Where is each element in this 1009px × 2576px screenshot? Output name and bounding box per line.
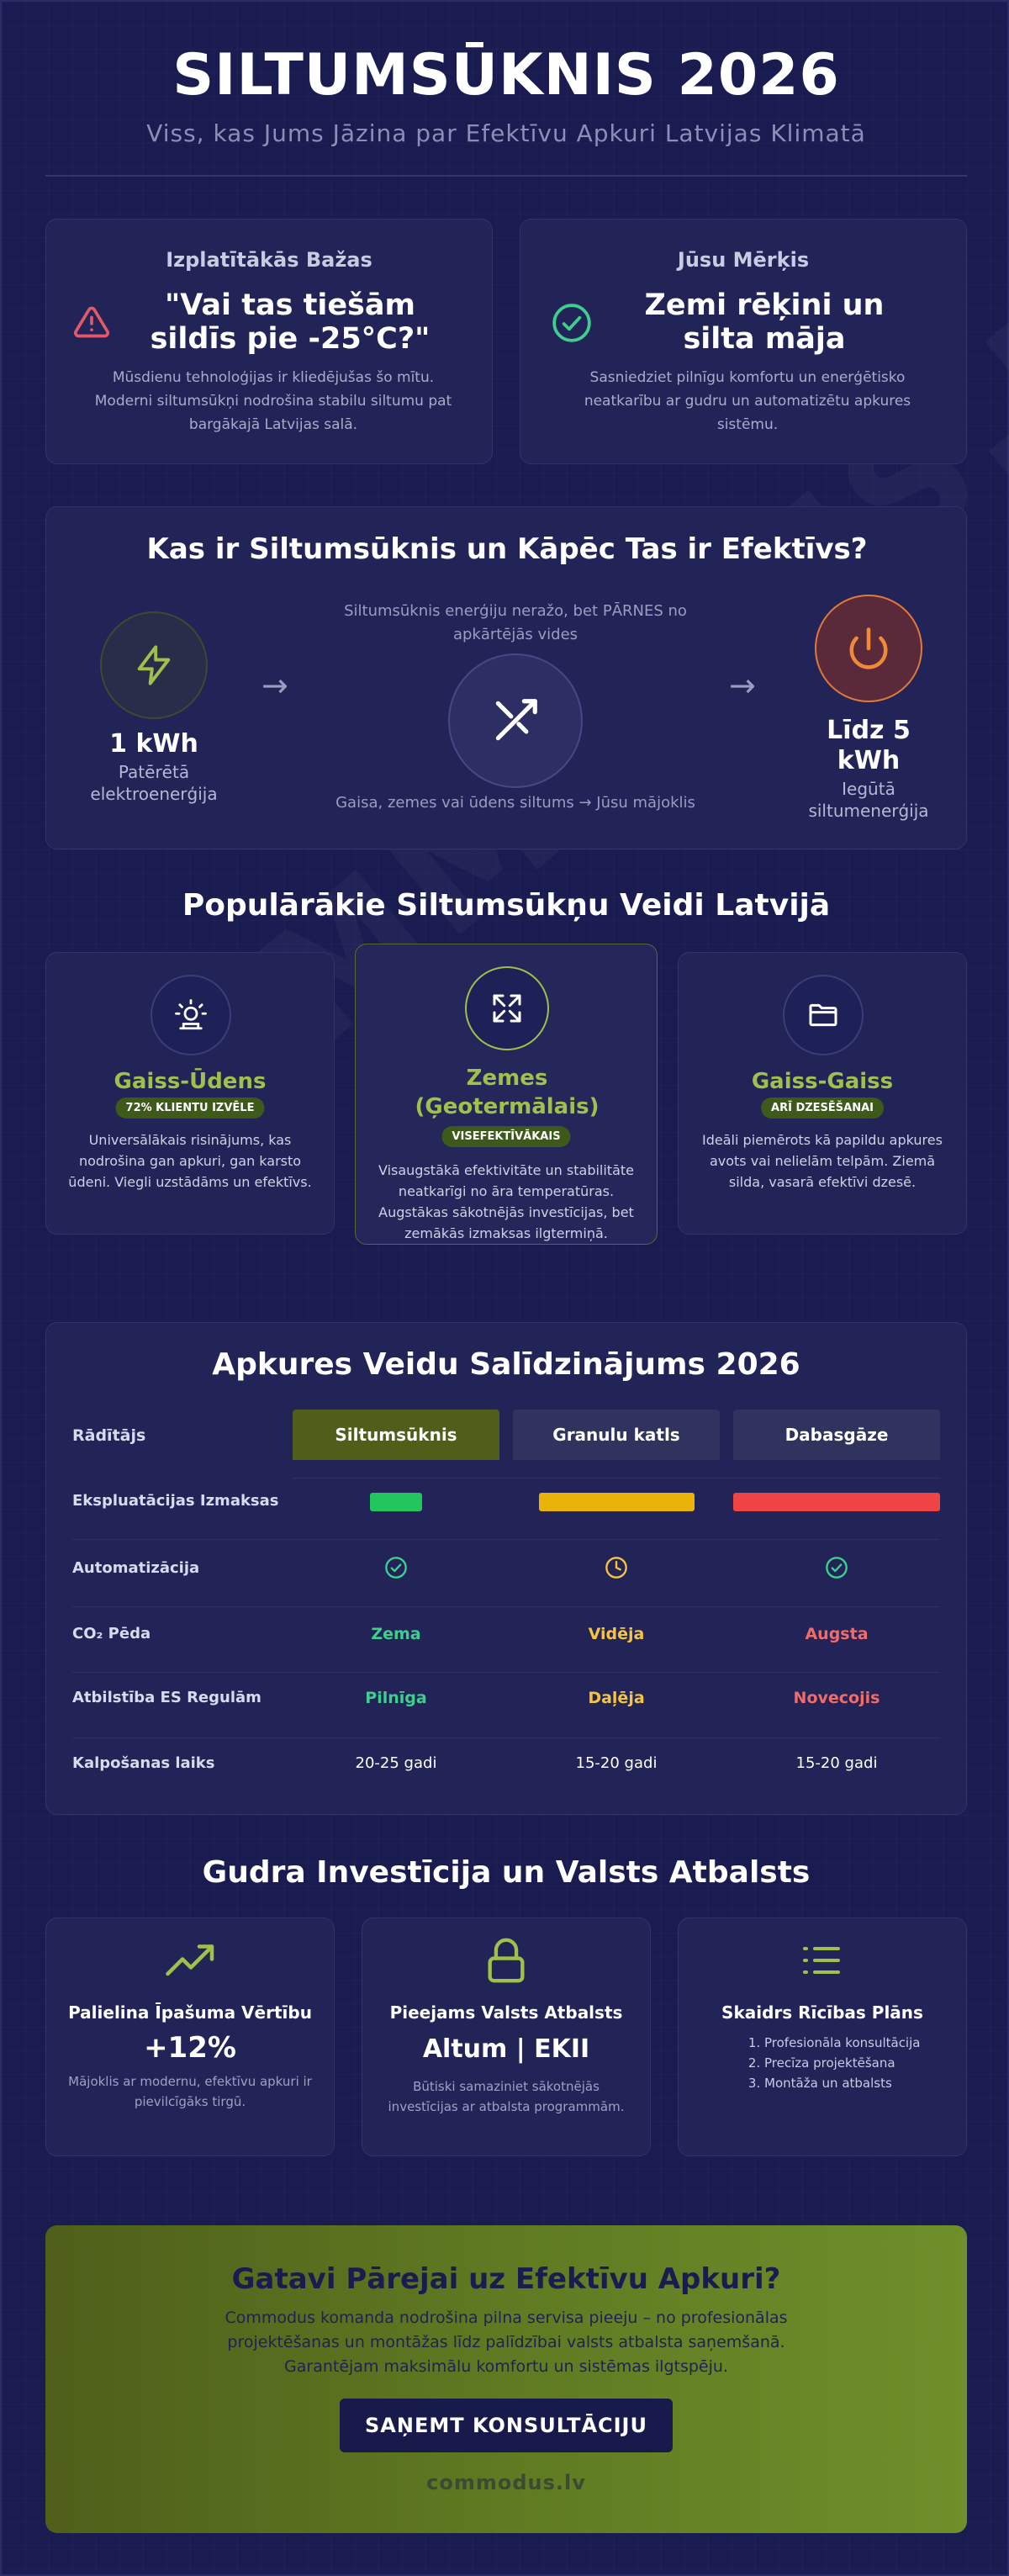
investment-card-support (362, 1917, 651, 2156)
eu-compliance-value: Novecojis (793, 1689, 880, 1707)
arrow-right-icon: → (729, 667, 756, 704)
lock-icon (482, 1935, 531, 1989)
type-badge: 72% KLIENTU IZVĒLE (116, 1098, 265, 1119)
cta-title: Gatavi Pārejai uz Efektīvu Apkuri? (231, 2262, 781, 2296)
trending-up-icon (166, 1940, 216, 1986)
investment-card-value (45, 1917, 335, 2156)
power-icon (846, 626, 891, 671)
row-divider (72, 1672, 940, 1673)
investment-card-text: Būtiski samaziniet sākotnējās investīcijas ar atbalsta programmām. (388, 2079, 625, 2114)
output-value: Līdz 5 kWh (827, 716, 911, 775)
action-steps-list (746, 2033, 920, 2093)
cost-bar-pellet-boiler (539, 1493, 695, 1511)
electricity-icon-circle (100, 611, 208, 719)
type-name: Gaiss-Ūdens (114, 1069, 267, 1094)
type-name: Zemes (Ģeotermālais) (415, 1066, 600, 1119)
output-label: Iegūtā siltumenerģija (808, 779, 929, 821)
types-title: Populārākie Siltumsūkņu Veidi Latvijā (182, 888, 831, 923)
column-natural-gas: Dabasgāze (733, 1410, 940, 1460)
clock-icon (605, 1556, 628, 1583)
type-card-air-water (45, 952, 335, 1235)
type-badge: VISEFEKTĪVĀKAIS (441, 1126, 570, 1147)
cta-text: Commodus komanda nodrošina pilna servisa pieeju – no profesionālas projektēšanas un montāžas līdz palīdzībai valsts atbalsta saņemšanā. Garantējam maksimālu komfortu un sistēmas ilgtspēju. (225, 2309, 788, 2376)
transfer-note: Siltumsūknis enerģiju neražo, bet PĀRNES no apkārtējās vides (344, 602, 687, 643)
type-name: Gaiss-Gaiss (751, 1069, 894, 1094)
investment-card-figure: Altum | EKII (422, 2034, 590, 2064)
type-badge: ARĪ DZESĒŠANAI (761, 1098, 884, 1119)
investment-card-title: Skaidrs Rīcības Plāns (721, 2002, 923, 2023)
website-link[interactable]: commodus.lv (426, 2471, 586, 2494)
table-header-label: Rādītājs (72, 1426, 146, 1445)
goal-heading: Jūsu Mērķis (677, 248, 810, 272)
investment-card-text: Mājoklis ar modernu, efektīvu apkuri ir pievilcīgāks tirgū. (68, 2074, 312, 2109)
arrow-right-icon: → (261, 667, 288, 704)
goal-text: Sasniedziet pilnīgu komfortu un enerģētisko neatkarību ar gudru un automatizētu apkures sistēmu. (584, 369, 911, 433)
source-note: Gaisa, zemes vai ūdens siltums → Jūsu mājoklis (335, 794, 695, 812)
row-label: CO₂ Pēda (72, 1625, 151, 1642)
row-label: Kalpošanas laiks (72, 1754, 215, 1772)
row-label: Automatizācija (72, 1559, 200, 1577)
goal-quote: Zemi rēķini un silta māja (644, 288, 885, 356)
transfer-icon-circle (448, 653, 583, 788)
lifetime-value: 15-20 gadi (575, 1754, 658, 1772)
investment-card-plan (678, 1917, 967, 2156)
folder-icon (783, 975, 864, 1055)
type-card-air-air (678, 952, 967, 1235)
page-title: SILTUMSŪKNIS 2026 (172, 42, 840, 108)
comparison-title: Apkures Veidu Salīdzinājums 2026 (212, 1347, 800, 1382)
check-circle-icon (384, 1556, 408, 1583)
concern-text: Mūsdienu tehnoloģijas ir kliedējušas šo mītu. Moderni siltumsūkņi nodrošina stabilu siltumu pat bargākajā Latvijas salā. (94, 369, 452, 433)
action-step: 3. Montāža un atbalsts (764, 2073, 920, 2093)
co2-value: Vidēja (588, 1625, 645, 1643)
lightning-icon (132, 643, 176, 687)
type-description: Visaugstākā efektivitāte un stabilitāte neatkarīgi no āra temperatūras. Augstākas sākotnējās investīcijas, bet zemākās izmaksas ilgtermiņā. (378, 1162, 634, 1241)
action-step: 1. Profesionāla konsultācija (764, 2033, 920, 2053)
column-heat-pump: Siltumsūknis (293, 1410, 499, 1460)
cta-section (45, 2225, 967, 2533)
check-circle-icon (551, 302, 593, 347)
eu-compliance-value: Daļēja (588, 1689, 645, 1707)
lifetime-value: 15-20 gadi (795, 1754, 878, 1772)
type-card-geothermal (355, 944, 658, 1245)
concern-card (45, 219, 493, 464)
lifetime-value: 20-25 gadi (355, 1754, 437, 1772)
type-description: Ideāli piemērots kā papildu apkures avots vai nelielām telpām. Ziemā silda, vasarā efektīvi dzesē. (702, 1132, 943, 1190)
investment-title: Gudra Investīcija un Valsts Atbalsts (202, 1855, 811, 1890)
concern-heading: Izplatītākās Bažas (166, 248, 372, 272)
concern-quote: "Vai tas tiešām sildīs pie -25°C?" (150, 288, 431, 356)
goal-card (520, 219, 967, 464)
cost-bar-natural-gas (733, 1493, 940, 1511)
row-divider (72, 1539, 940, 1540)
check-circle-icon (825, 1556, 848, 1583)
co2-value: Zema (371, 1625, 421, 1643)
investment-card-title: Pieejams Valsts Atbalsts (389, 2002, 623, 2023)
warning-icon (73, 304, 110, 344)
row-label: Ekspluatācijas Izmaksas (72, 1492, 279, 1510)
row-label: Atbilstība ES Regulām (72, 1689, 261, 1706)
heat-output-icon-circle (815, 595, 922, 702)
how-title: Kas ir Siltumsūknis un Kāpēc Tas ir Efektīvs? (146, 532, 868, 566)
column-pellet-boiler: Granulu katls (513, 1410, 720, 1460)
sun-house-icon (151, 975, 231, 1055)
input-value: 1 kWh (109, 729, 198, 759)
row-divider (72, 1606, 940, 1607)
shuffle-arrows-icon (489, 695, 541, 747)
get-consultation-button[interactable]: SAŅEMT KONSULTĀCIJU (340, 2399, 673, 2452)
cost-bar-heat-pump (370, 1493, 422, 1511)
input-label: Patērētā elektroenerģija (90, 762, 218, 804)
how-it-works-section (45, 506, 967, 849)
investment-card-figure: +12% (144, 2031, 236, 2065)
co2-value: Augsta (805, 1625, 869, 1643)
page-subtitle: Viss, kas Jums Jāzina par Efektīvu Apkuri Latvijas Klimatā (146, 119, 866, 147)
action-step: 2. Precīza projektēšana (764, 2053, 920, 2073)
type-description: Universālākais risinājums, kas nodrošina gan apkuri, gan karsto ūdeni. Viegli uzstādāms un efektīvs. (68, 1132, 312, 1190)
list-icon (801, 1942, 842, 1982)
header-divider (45, 175, 967, 177)
eu-compliance-value: Pilnīga (365, 1689, 427, 1707)
expand-arrows-icon (465, 966, 549, 1050)
investment-card-title: Palielina Īpašuma Vērtību (68, 2002, 312, 2023)
